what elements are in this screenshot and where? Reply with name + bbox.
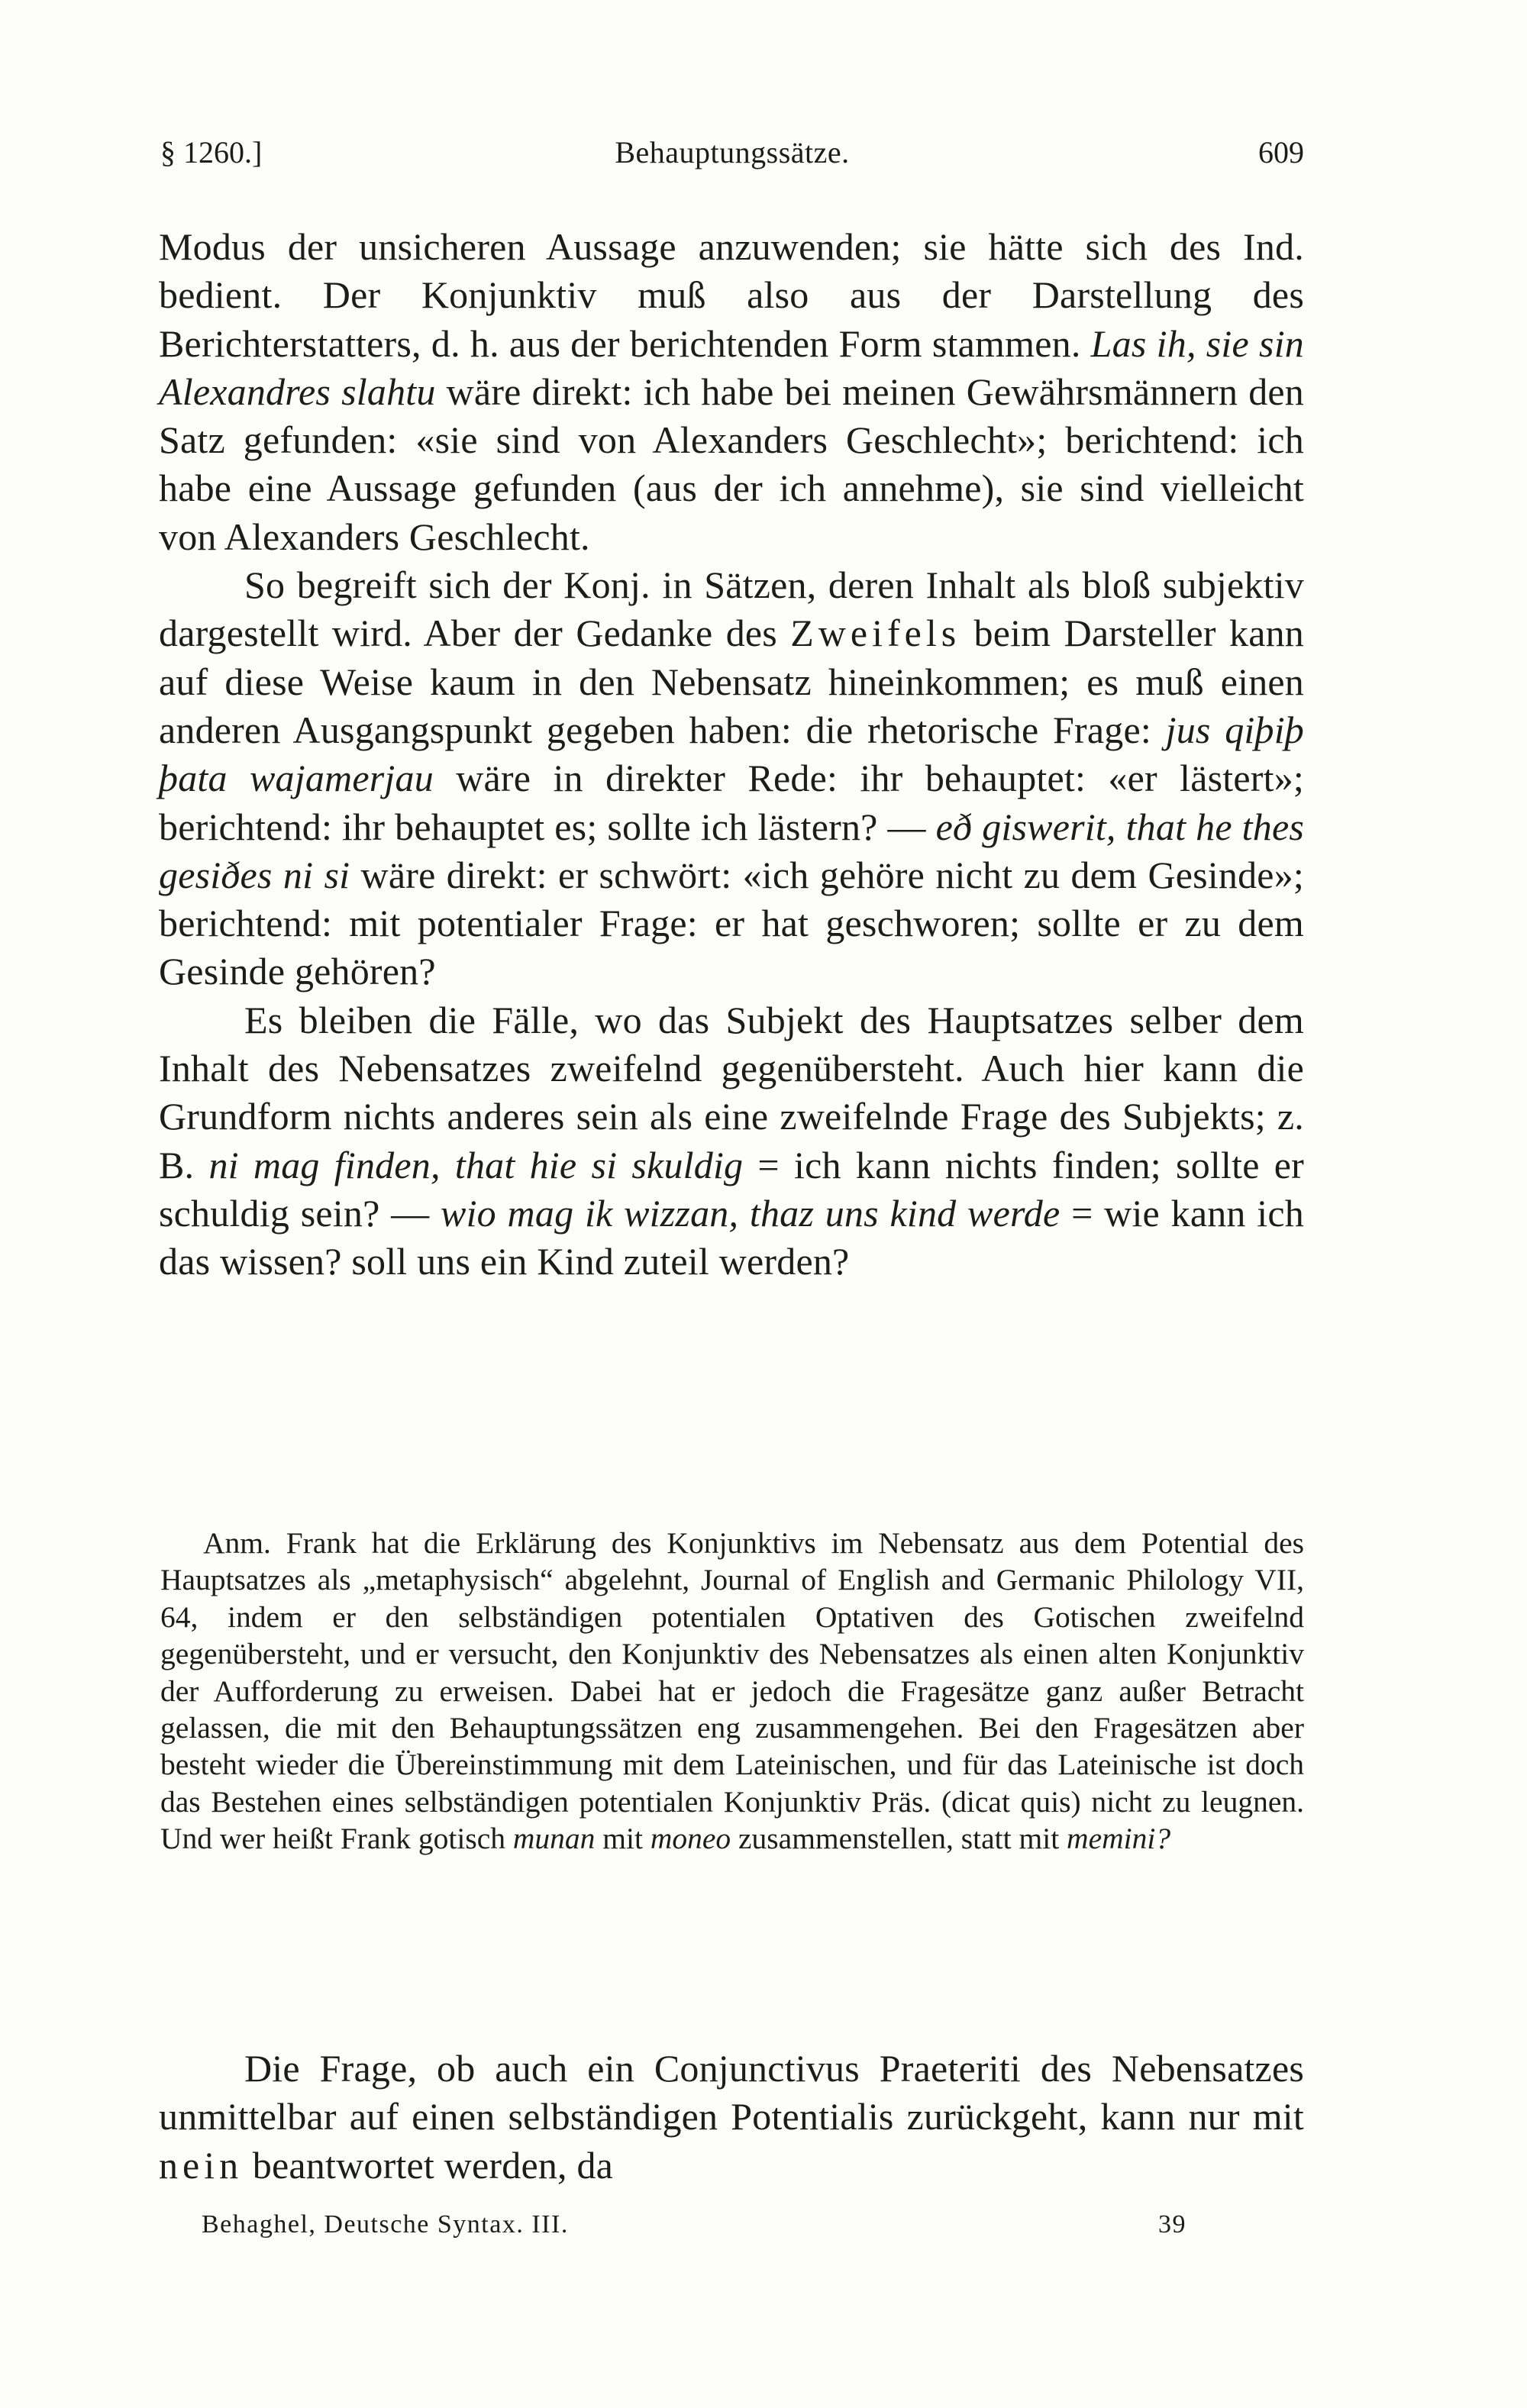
- book-source: Behaghel, Deutsche Syntax. III.: [202, 2210, 569, 2239]
- main-text: [159, 223, 1304, 1286]
- section-number: § 1260.]: [160, 135, 263, 169]
- paragraph-4: Die Frage, ob auch ein Conjunctivus Praeteriti des Nebensatzes unmittelbar auf einen selbständigen Potentialis zurückgeht, kann nur mit nein beantwortet werden, da: [159, 2047, 1304, 2187]
- running-header: [160, 134, 1304, 180]
- note-paragraph: Anm. Frank hat die Erklärung des Konjunktivs im Nebensatz aus dem Potential des Hauptsatzes als „metaphysisch“ abgelehnt, Journal of English and Germanic Philology VII, 64, indem er den selbständigen potentialen Optativen des Gotischen zweifelnd gegenübersteht, und er versucht, den Konjunktiv des Nebensatzes als einen alten Konjunktiv der Aufforderung zu erweisen. Dabei hat er jedoch die Fragesätze ganz außer Betracht gelassen, die mit den Behauptungssätzen eng zusammengehen. Bei den Fragesätzen aber besteht wieder die Übereinstimmung mit dem Lateinischen, und für das Lateinische ist doch das Bestehen eines selbständigen potentialen Konjunktiv Präs. (dicat quis) nicht zu leugnen. Und wer heißt Frank gotisch munan mit moneo zusammenstellen, statt mit memini?: [160, 1526, 1304, 1856]
- spaced-emphasis: nein: [159, 2143, 244, 2187]
- example-word: moneo: [650, 1822, 731, 1856]
- paragraph-1: Modus der unsicheren Aussage anzuwenden; sie hätte sich des Ind. bedient. Der Konjunktiv muß also aus der Darstellung des Berichterstatters, d. h. aus der berichtenden Form stammen. Las ih, sie sin Alexandres slahtu wäre direkt: ich habe bei meinen Gewährsmännern den Satz gefunden: «sie sind von Alexanders Geschlecht»; berichtend: ich habe eine Aussage gefunden (aus der ich annehme), sie sind vielleicht von Alexanders Geschlecht.: [159, 225, 1304, 558]
- running-title: Behauptungssätze.: [615, 135, 850, 169]
- spaced-emphasis: Zweifels: [790, 612, 961, 655]
- paragraph-2: So begreift sich der Konj. in Sätzen, deren Inhalt als bloß subjektiv dargestellt wird. Aber der Gedanke des Zweifels beim Darsteller kann auf diese Weise kaum in den Nebensatz hineinkommen; es muß einen anderen Ausgangspunkt gegeben haben: die rhetorische Frage: jus qiþiþ þata wajamerjau wäre in direkter Rede: ihr behauptet: «er lästert»; berichtend: ihr behauptet es; sollte ich lästern? — eð giswerit, that he thes gesiðes ni si wäre direkt: er schwört: «ich gehöre nicht zu dem Gesinde»; berichtend: mit potentialer Frage: er hat geschworen; sollte er zu dem Gesinde gehören?: [159, 563, 1305, 993]
- page-footer: [202, 2210, 1186, 2248]
- paragraph-3: Es bleiben die Fälle, wo das Subjekt des Hauptsatzes selber dem Inhalt des Nebensatzes zweifelnd gegenübersteht. Auch hier kann die Grundform nichts anderes sein als eine zweifelnde Frage des Subjekts; z. B. ni mag finden, that hie si skuldig = ich kann nichts finden; sollte er schuldig sein? — wio mag ik wizzan, thaz uns kind werde = wie kann ich das wissen? soll uns ein Kind zuteil werden?: [159, 998, 1305, 1283]
- example-quote: eð giswerit, that he thes gesiðes ni si: [159, 805, 1305, 896]
- example-quote: wio mag ik wizzan, thaz uns kind werde: [441, 1191, 1061, 1235]
- main-text-continued: [159, 2045, 1304, 2190]
- example-quote: ni mag finden, that hie si skuldig: [208, 1143, 744, 1186]
- example-word: munan: [512, 1822, 596, 1856]
- page-number: 609: [1258, 135, 1304, 169]
- signature-mark: 39: [1158, 2210, 1186, 2239]
- example-quote: Las ih, sie sin Alexandres slahtu: [159, 321, 1304, 413]
- example-word: memini?: [1067, 1822, 1171, 1856]
- annotation-note: [160, 1525, 1304, 1858]
- example-quote: jus qiþiþ þata wajamerjau: [159, 708, 1305, 800]
